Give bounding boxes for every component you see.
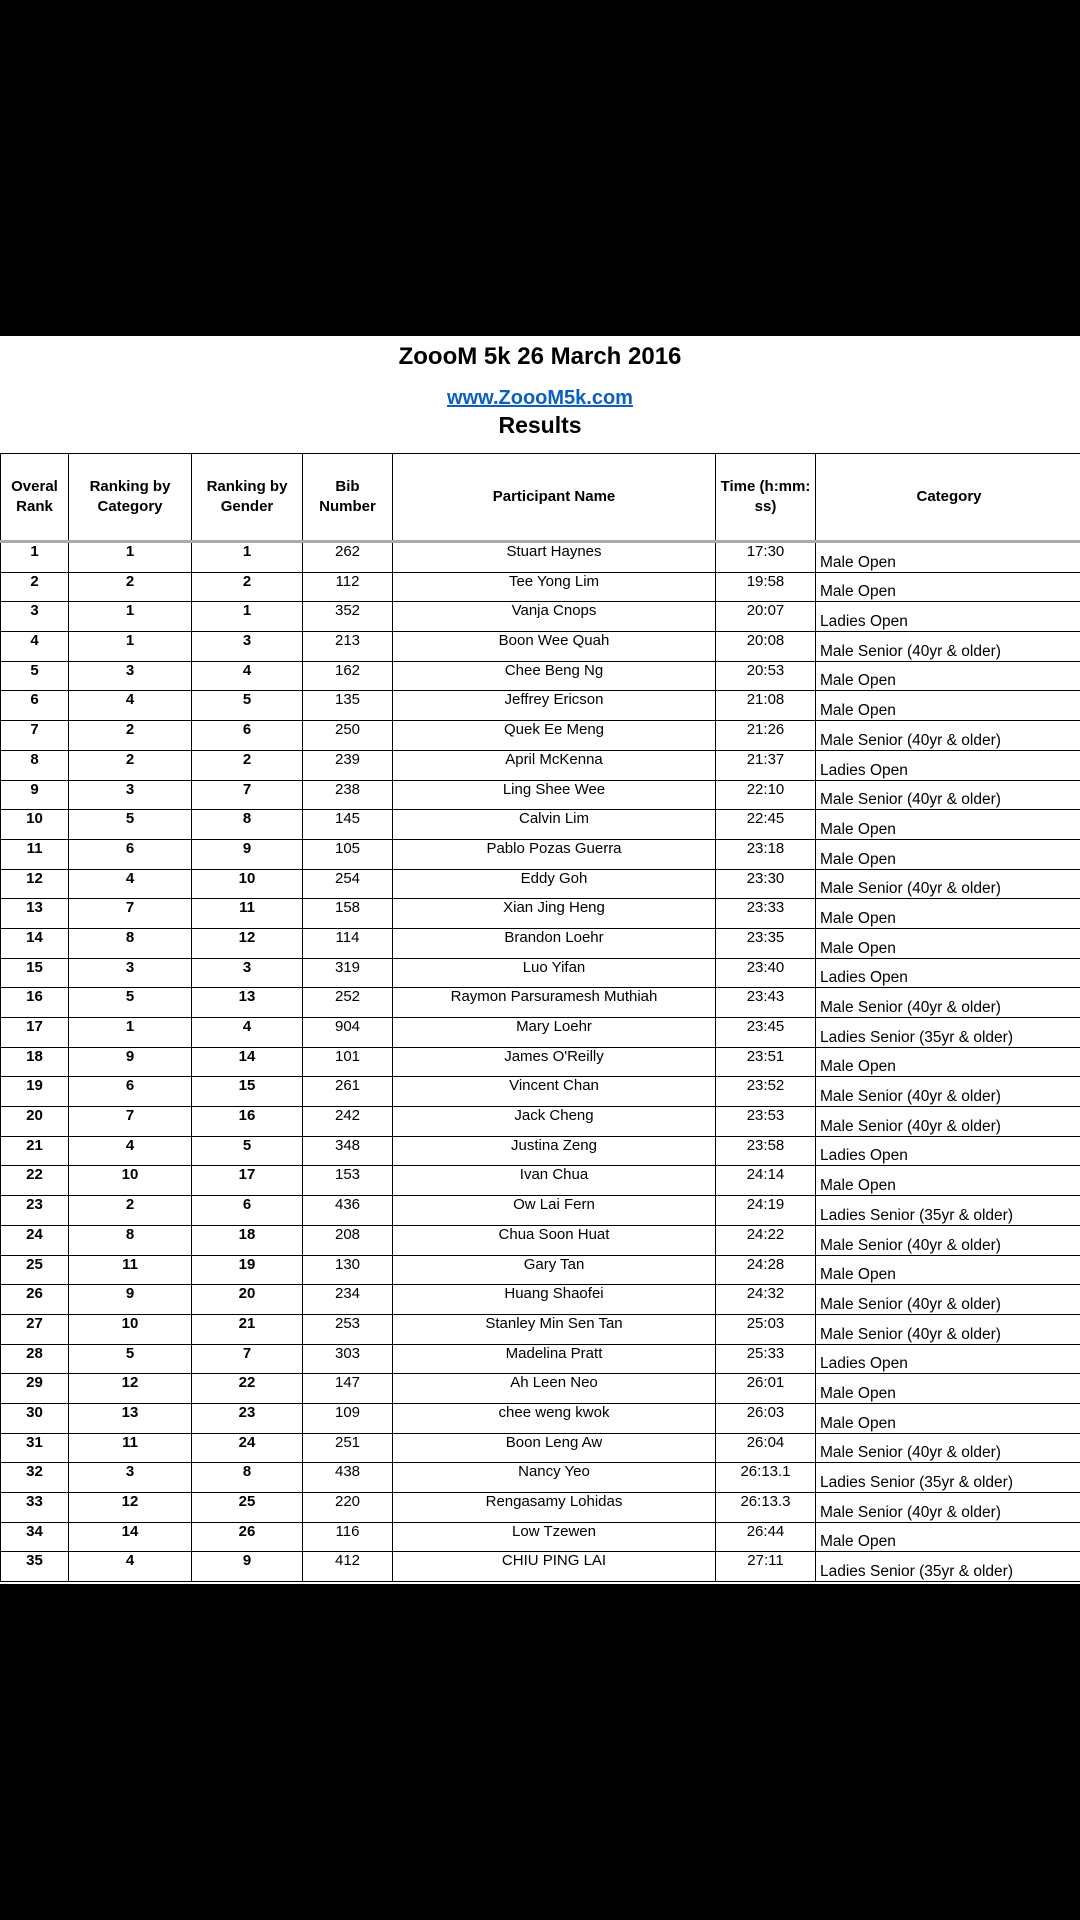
table-row (1, 721, 1080, 751)
cell-category-rank: 10 (69, 1314, 192, 1344)
cell-time: 21:37 (716, 750, 816, 780)
cell-time: 26:44 (716, 1522, 816, 1552)
cell-category-rank: 3 (69, 780, 192, 810)
cell-category: Male Senior (40yr & older) (816, 988, 1080, 1018)
cell-gender-rank: 9 (192, 1552, 303, 1582)
table-row (1, 1255, 1080, 1285)
cell-category-rank: 4 (69, 1552, 192, 1582)
cell-category-rank: 12 (69, 1493, 192, 1523)
cell-category-rank: 8 (69, 928, 192, 958)
cell-time: 19:58 (716, 572, 816, 602)
cell-category-rank: 2 (69, 750, 192, 780)
cell-overall-rank: 31 (1, 1433, 69, 1463)
cell-participant-name: Jeffrey Ericson (393, 691, 716, 721)
cell-bib-number: 352 (303, 602, 393, 632)
cell-category: Male Open (816, 691, 1080, 721)
cell-time: 23:53 (716, 1107, 816, 1137)
cell-gender-rank: 2 (192, 750, 303, 780)
table-row (1, 899, 1080, 929)
cell-overall-rank: 35 (1, 1552, 69, 1582)
cell-participant-name: Madelina Pratt (393, 1344, 716, 1374)
cell-bib-number: 112 (303, 572, 393, 602)
cell-bib-number: 116 (303, 1522, 393, 1552)
cell-gender-rank: 4 (192, 1018, 303, 1048)
table-row (1, 1285, 1080, 1315)
cell-category: Male Senior (40yr & older) (816, 1285, 1080, 1315)
header-category: Category (816, 454, 1080, 542)
cell-participant-name: CHIU PING LAI (393, 1552, 716, 1582)
cell-overall-rank: 29 (1, 1374, 69, 1404)
cell-participant-name: Eddy Goh (393, 869, 716, 899)
cell-category-rank: 4 (69, 1136, 192, 1166)
header-bib-number: Bib Number (303, 454, 393, 542)
cell-participant-name: Vanja Cnops (393, 602, 716, 632)
cell-category: Male Open (816, 1166, 1080, 1196)
table-row (1, 839, 1080, 869)
cell-category-rank: 9 (69, 1285, 192, 1315)
cell-bib-number: 303 (303, 1344, 393, 1374)
cell-time: 25:33 (716, 1344, 816, 1374)
cell-overall-rank: 14 (1, 928, 69, 958)
table-row (1, 572, 1080, 602)
cell-overall-rank: 13 (1, 899, 69, 929)
cell-gender-rank: 12 (192, 928, 303, 958)
cell-category-rank: 3 (69, 1463, 192, 1493)
results-sheet (0, 336, 1080, 1584)
cell-participant-name: Vincent Chan (393, 1077, 716, 1107)
cell-time: 27:11 (716, 1552, 816, 1582)
cell-gender-rank: 24 (192, 1433, 303, 1463)
cell-bib-number: 262 (303, 542, 393, 573)
table-row (1, 810, 1080, 840)
cell-bib-number: 105 (303, 839, 393, 869)
cell-time: 23:51 (716, 1047, 816, 1077)
cell-category: Male Senior (40yr & older) (816, 1433, 1080, 1463)
table-row (1, 632, 1080, 662)
cell-category-rank: 6 (69, 839, 192, 869)
cell-bib-number: 251 (303, 1433, 393, 1463)
cell-category-rank: 1 (69, 542, 192, 573)
cell-bib-number: 158 (303, 899, 393, 929)
table-row (1, 1225, 1080, 1255)
cell-participant-name: Mary Loehr (393, 1018, 716, 1048)
header-ranking-by-gender: Ranking by Gender (192, 454, 303, 542)
table-row (1, 661, 1080, 691)
cell-bib-number: 147 (303, 1374, 393, 1404)
header-overall-rank: Overal Rank (1, 454, 69, 542)
cell-gender-rank: 3 (192, 958, 303, 988)
cell-time: 23:52 (716, 1077, 816, 1107)
cell-category: Male Open (816, 1047, 1080, 1077)
cell-gender-rank: 18 (192, 1225, 303, 1255)
cell-bib-number: 109 (303, 1403, 393, 1433)
cell-overall-rank: 20 (1, 1107, 69, 1137)
table-row (1, 1136, 1080, 1166)
cell-bib-number: 135 (303, 691, 393, 721)
cell-category-rank: 3 (69, 958, 192, 988)
cell-bib-number: 319 (303, 958, 393, 988)
cell-bib-number: 234 (303, 1285, 393, 1315)
cell-time: 17:30 (716, 542, 816, 573)
cell-category: Male Open (816, 928, 1080, 958)
cell-participant-name: Calvin Lim (393, 810, 716, 840)
cell-time: 20:08 (716, 632, 816, 662)
cell-gender-rank: 23 (192, 1403, 303, 1433)
header-ranking-by-category: Ranking by Category (69, 454, 192, 542)
header-time: Time (h:mm: ss) (716, 454, 816, 542)
cell-category: Ladies Senior (35yr & older) (816, 1018, 1080, 1048)
cell-bib-number: 130 (303, 1255, 393, 1285)
table-row (1, 602, 1080, 632)
cell-category: Male Senior (40yr & older) (816, 1314, 1080, 1344)
cell-participant-name: Boon Wee Quah (393, 632, 716, 662)
table-row (1, 1196, 1080, 1226)
cell-category: Male Open (816, 810, 1080, 840)
cell-category: Ladies Open (816, 958, 1080, 988)
cell-overall-rank: 30 (1, 1403, 69, 1433)
cell-bib-number: 412 (303, 1552, 393, 1582)
table-header-row (1, 454, 1080, 542)
table-row (1, 1403, 1080, 1433)
cell-bib-number: 114 (303, 928, 393, 958)
cell-overall-rank: 18 (1, 1047, 69, 1077)
cell-participant-name: Xian Jing Heng (393, 899, 716, 929)
cell-time: 23:30 (716, 869, 816, 899)
cell-category-rank: 1 (69, 632, 192, 662)
results-table-body (1, 542, 1080, 1582)
cell-gender-rank: 17 (192, 1166, 303, 1196)
cell-category: Ladies Senior (35yr & older) (816, 1196, 1080, 1226)
cell-gender-rank: 13 (192, 988, 303, 1018)
cell-category-rank: 5 (69, 1344, 192, 1374)
cell-category: Male Senior (40yr & older) (816, 1107, 1080, 1137)
cell-participant-name: Brandon Loehr (393, 928, 716, 958)
cell-overall-rank: 3 (1, 602, 69, 632)
cell-overall-rank: 1 (1, 542, 69, 573)
cell-gender-rank: 7 (192, 1344, 303, 1374)
cell-gender-rank: 14 (192, 1047, 303, 1077)
cell-category: Male Open (816, 1522, 1080, 1552)
cell-category-rank: 2 (69, 1196, 192, 1226)
table-row (1, 1463, 1080, 1493)
cell-gender-rank: 21 (192, 1314, 303, 1344)
cell-category-rank: 2 (69, 721, 192, 751)
table-row (1, 1107, 1080, 1137)
cell-category-rank: 8 (69, 1225, 192, 1255)
cell-overall-rank: 17 (1, 1018, 69, 1048)
table-row (1, 1077, 1080, 1107)
cell-gender-rank: 15 (192, 1077, 303, 1107)
cell-time: 26:13.3 (716, 1493, 816, 1523)
cell-time: 24:19 (716, 1196, 816, 1226)
cell-overall-rank: 11 (1, 839, 69, 869)
cell-category: Male Senior (40yr & older) (816, 1077, 1080, 1107)
cell-bib-number: 239 (303, 750, 393, 780)
cell-bib-number: 101 (303, 1047, 393, 1077)
cell-category: Male Senior (40yr & older) (816, 632, 1080, 662)
cell-participant-name: Stanley Min Sen Tan (393, 1314, 716, 1344)
cell-gender-rank: 25 (192, 1493, 303, 1523)
table-row (1, 1493, 1080, 1523)
cell-overall-rank: 19 (1, 1077, 69, 1107)
cell-gender-rank: 11 (192, 899, 303, 929)
cell-overall-rank: 12 (1, 869, 69, 899)
table-row (1, 542, 1080, 573)
cell-category: Ladies Open (816, 1136, 1080, 1166)
cell-overall-rank: 34 (1, 1522, 69, 1552)
cell-participant-name: Boon Leng Aw (393, 1433, 716, 1463)
cell-category: Male Open (816, 839, 1080, 869)
website-link[interactable]: www.ZoooM5k.com (447, 387, 633, 409)
cell-category-rank: 3 (69, 661, 192, 691)
table-row (1, 958, 1080, 988)
table-row (1, 691, 1080, 721)
cell-category-rank: 12 (69, 1374, 192, 1404)
cell-overall-rank: 26 (1, 1285, 69, 1315)
cell-category-rank: 1 (69, 602, 192, 632)
cell-bib-number: 162 (303, 661, 393, 691)
cell-participant-name: Ivan Chua (393, 1166, 716, 1196)
cell-category-rank: 13 (69, 1403, 192, 1433)
cell-time: 20:07 (716, 602, 816, 632)
table-row (1, 1314, 1080, 1344)
cell-category-rank: 10 (69, 1166, 192, 1196)
cell-gender-rank: 19 (192, 1255, 303, 1285)
cell-category: Male Senior (40yr & older) (816, 721, 1080, 751)
document-subtitle: Results (498, 412, 582, 438)
cell-category-rank: 11 (69, 1433, 192, 1463)
cell-overall-rank: 6 (1, 691, 69, 721)
header-participant-name: Participant Name (393, 454, 716, 542)
cell-category-rank: 7 (69, 1107, 192, 1137)
cell-time: 23:33 (716, 899, 816, 929)
cell-overall-rank: 9 (1, 780, 69, 810)
cell-category: Ladies Senior (35yr & older) (816, 1552, 1080, 1582)
cell-gender-rank: 1 (192, 602, 303, 632)
cell-overall-rank: 21 (1, 1136, 69, 1166)
cell-gender-rank: 5 (192, 1136, 303, 1166)
cell-gender-rank: 7 (192, 780, 303, 810)
cell-category: Male Senior (40yr & older) (816, 1225, 1080, 1255)
cell-bib-number: 208 (303, 1225, 393, 1255)
cell-participant-name: Tee Yong Lim (393, 572, 716, 602)
cell-category: Male Open (816, 899, 1080, 929)
table-row (1, 1047, 1080, 1077)
table-row (1, 869, 1080, 899)
cell-gender-rank: 1 (192, 542, 303, 573)
cell-participant-name: Ling Shee Wee (393, 780, 716, 810)
cell-overall-rank: 28 (1, 1344, 69, 1374)
cell-overall-rank: 10 (1, 810, 69, 840)
cell-category: Male Open (816, 572, 1080, 602)
cell-participant-name: chee weng kwok (393, 1403, 716, 1433)
cell-category-rank: 5 (69, 988, 192, 1018)
table-row (1, 988, 1080, 1018)
cell-overall-rank: 4 (1, 632, 69, 662)
cell-time: 24:32 (716, 1285, 816, 1315)
cell-category: Male Senior (40yr & older) (816, 1493, 1080, 1523)
cell-time: 22:45 (716, 810, 816, 840)
cell-overall-rank: 16 (1, 988, 69, 1018)
cell-participant-name: Ow Lai Fern (393, 1196, 716, 1226)
cell-bib-number: 904 (303, 1018, 393, 1048)
cell-gender-rank: 4 (192, 661, 303, 691)
cell-participant-name: Low Tzewen (393, 1522, 716, 1552)
table-row (1, 1433, 1080, 1463)
cell-participant-name: Huang Shaofei (393, 1285, 716, 1315)
cell-participant-name: Chee Beng Ng (393, 661, 716, 691)
table-row (1, 750, 1080, 780)
cell-overall-rank: 7 (1, 721, 69, 751)
cell-gender-rank: 2 (192, 572, 303, 602)
cell-time: 26:04 (716, 1433, 816, 1463)
cell-category-rank: 5 (69, 810, 192, 840)
cell-participant-name: Quek Ee Meng (393, 721, 716, 751)
cell-overall-rank: 8 (1, 750, 69, 780)
cell-time: 20:53 (716, 661, 816, 691)
cell-category: Male Open (816, 1374, 1080, 1404)
cell-gender-rank: 10 (192, 869, 303, 899)
cell-gender-rank: 22 (192, 1374, 303, 1404)
cell-overall-rank: 5 (1, 661, 69, 691)
cell-overall-rank: 22 (1, 1166, 69, 1196)
cell-participant-name: Chua Soon Huat (393, 1225, 716, 1255)
cell-participant-name: Luo Yifan (393, 958, 716, 988)
cell-participant-name: Gary Tan (393, 1255, 716, 1285)
cell-overall-rank: 23 (1, 1196, 69, 1226)
cell-time: 25:03 (716, 1314, 816, 1344)
cell-gender-rank: 20 (192, 1285, 303, 1315)
cell-category: Ladies Open (816, 1344, 1080, 1374)
cell-time: 23:43 (716, 988, 816, 1018)
cell-overall-rank: 15 (1, 958, 69, 988)
cell-category: Ladies Open (816, 602, 1080, 632)
cell-time: 26:13.1 (716, 1463, 816, 1493)
cell-category-rank: 14 (69, 1522, 192, 1552)
cell-time: 24:22 (716, 1225, 816, 1255)
cell-time: 23:35 (716, 928, 816, 958)
table-row (1, 1374, 1080, 1404)
cell-category: Ladies Open (816, 750, 1080, 780)
table-row (1, 928, 1080, 958)
cell-time: 23:40 (716, 958, 816, 988)
cell-overall-rank: 2 (1, 572, 69, 602)
cell-time: 23:58 (716, 1136, 816, 1166)
cell-participant-name: April McKenna (393, 750, 716, 780)
cell-gender-rank: 8 (192, 810, 303, 840)
cell-gender-rank: 8 (192, 1463, 303, 1493)
cell-time: 21:08 (716, 691, 816, 721)
cell-time: 24:28 (716, 1255, 816, 1285)
cell-participant-name: Ah Leen Neo (393, 1374, 716, 1404)
cell-bib-number: 261 (303, 1077, 393, 1107)
cell-bib-number: 153 (303, 1166, 393, 1196)
cell-bib-number: 436 (303, 1196, 393, 1226)
cell-category-rank: 2 (69, 572, 192, 602)
cell-participant-name: Pablo Pozas Guerra (393, 839, 716, 869)
cell-category-rank: 11 (69, 1255, 192, 1285)
cell-category-rank: 7 (69, 899, 192, 929)
table-row (1, 1018, 1080, 1048)
table-row (1, 1552, 1080, 1582)
cell-overall-rank: 27 (1, 1314, 69, 1344)
cell-participant-name: Rengasamy Lohidas (393, 1493, 716, 1523)
cell-category-rank: 9 (69, 1047, 192, 1077)
cell-time: 23:45 (716, 1018, 816, 1048)
cell-participant-name: Jack Cheng (393, 1107, 716, 1137)
cell-category: Male Open (816, 1255, 1080, 1285)
results-table (0, 453, 1080, 1582)
cell-time: 26:03 (716, 1403, 816, 1433)
cell-gender-rank: 6 (192, 1196, 303, 1226)
cell-gender-rank: 3 (192, 632, 303, 662)
cell-category: Male Open (816, 1403, 1080, 1433)
table-row (1, 1344, 1080, 1374)
table-row (1, 1522, 1080, 1552)
cell-bib-number: 238 (303, 780, 393, 810)
cell-bib-number: 213 (303, 632, 393, 662)
cell-category-rank: 4 (69, 691, 192, 721)
cell-time: 24:14 (716, 1166, 816, 1196)
document-title: ZoooM 5k 26 March 2016 (398, 343, 682, 370)
cell-category-rank: 1 (69, 1018, 192, 1048)
cell-participant-name: Nancy Yeo (393, 1463, 716, 1493)
cell-bib-number: 348 (303, 1136, 393, 1166)
cell-bib-number: 254 (303, 869, 393, 899)
cell-bib-number: 145 (303, 810, 393, 840)
cell-overall-rank: 33 (1, 1493, 69, 1523)
cell-category: Ladies Senior (35yr & older) (816, 1463, 1080, 1493)
cell-overall-rank: 32 (1, 1463, 69, 1493)
cell-gender-rank: 9 (192, 839, 303, 869)
cell-bib-number: 220 (303, 1493, 393, 1523)
table-row (1, 1166, 1080, 1196)
cell-time: 22:10 (716, 780, 816, 810)
cell-category-rank: 4 (69, 869, 192, 899)
cell-category-rank: 6 (69, 1077, 192, 1107)
cell-overall-rank: 24 (1, 1225, 69, 1255)
cell-category: Male Senior (40yr & older) (816, 869, 1080, 899)
cell-category: Male Open (816, 542, 1080, 573)
cell-gender-rank: 6 (192, 721, 303, 751)
cell-overall-rank: 25 (1, 1255, 69, 1285)
cell-category: Male Senior (40yr & older) (816, 780, 1080, 810)
cell-bib-number: 253 (303, 1314, 393, 1344)
cell-bib-number: 438 (303, 1463, 393, 1493)
cell-gender-rank: 16 (192, 1107, 303, 1137)
cell-time: 23:18 (716, 839, 816, 869)
cell-participant-name: Justina Zeng (393, 1136, 716, 1166)
table-row (1, 780, 1080, 810)
cell-gender-rank: 26 (192, 1522, 303, 1552)
cell-bib-number: 250 (303, 721, 393, 751)
cell-participant-name: James O'Reilly (393, 1047, 716, 1077)
cell-participant-name: Raymon Parsuramesh Muthiah (393, 988, 716, 1018)
cell-bib-number: 252 (303, 988, 393, 1018)
cell-gender-rank: 5 (192, 691, 303, 721)
cell-category: Male Open (816, 661, 1080, 691)
cell-time: 26:01 (716, 1374, 816, 1404)
cell-bib-number: 242 (303, 1107, 393, 1137)
cell-participant-name: Stuart Haynes (393, 542, 716, 573)
cell-time: 21:26 (716, 721, 816, 751)
